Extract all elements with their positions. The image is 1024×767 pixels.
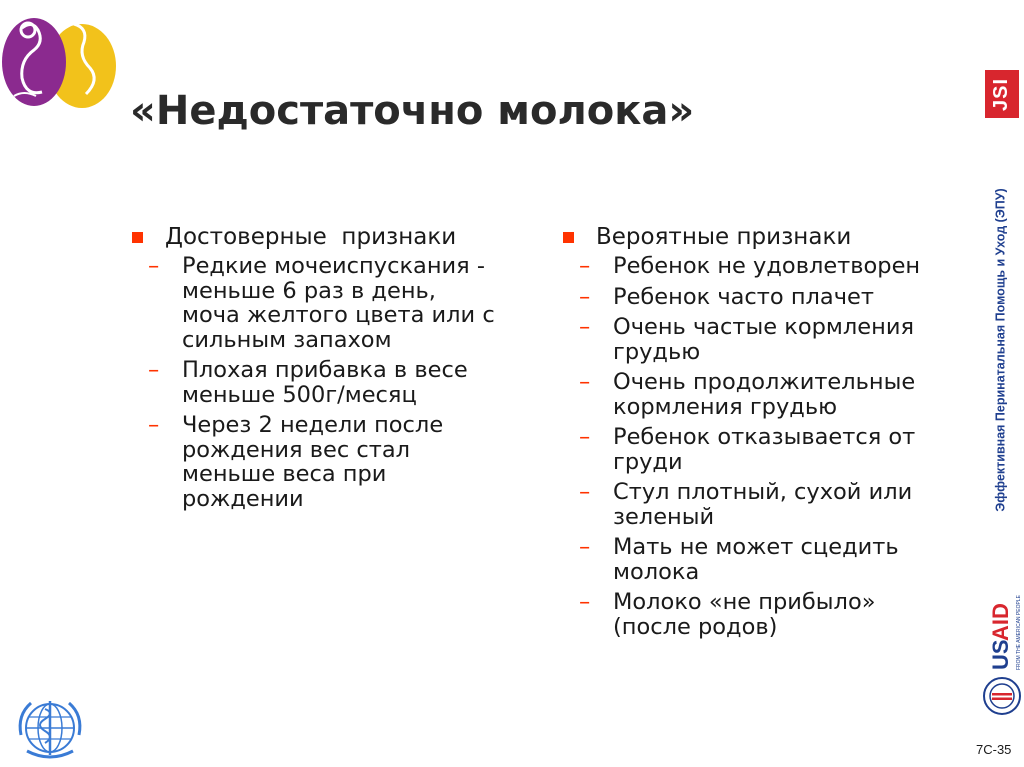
list-line: (после родов): [613, 613, 778, 640]
sidebar-vertical-text: [990, 165, 1012, 535]
list-line: Ребенок отказывается от: [613, 424, 916, 450]
jsi-logo: [985, 70, 1019, 118]
dash-bullet: –: [148, 253, 160, 279]
right-heading-row: [563, 222, 973, 252]
list-item: [132, 358, 532, 407]
list-item: [132, 413, 532, 511]
list-item: [563, 254, 973, 279]
list-line: меньше веса при: [182, 461, 387, 487]
dash-bullet: –: [579, 424, 591, 450]
dash-bullet: –: [148, 357, 160, 383]
list-line: Молоко «не прибыло»: [613, 589, 876, 615]
list-line: сильным запахом: [182, 326, 392, 353]
list-item: [563, 535, 973, 584]
dash-bullet: –: [579, 314, 591, 340]
square-bullet-icon: [132, 232, 143, 243]
list-item: [563, 285, 973, 310]
list-line: меньше 500г/месяц: [182, 381, 417, 408]
list-line: меньше 6 раз в день,: [182, 277, 436, 304]
mother-child-logo-icon: [0, 8, 120, 108]
square-bullet-icon: [563, 232, 574, 243]
dash-bullet: –: [579, 369, 591, 395]
svg-text:AID: AID: [988, 603, 1013, 641]
list-line: Через 2 недели после: [182, 412, 444, 438]
list-line: рождения вес стал: [182, 436, 411, 463]
list-line: рождении: [182, 485, 304, 512]
list-item: [563, 315, 973, 364]
dash-bullet: –: [148, 412, 160, 438]
list-item: [563, 480, 973, 529]
list-line: Редкие мочеиспускания -: [182, 253, 485, 279]
list-line: Ребенок не удовлетворен: [613, 253, 921, 279]
right-column: [563, 222, 973, 645]
usaid-tagline: FROM THE AMERICAN PEOPLE: [1016, 595, 1022, 670]
left-sub-list: [132, 254, 532, 511]
list-item: [132, 254, 532, 352]
usaid-seal-icon: [982, 676, 1022, 716]
list-line: Мать не может сцедить: [613, 534, 899, 560]
left-heading: Достоверные признаки: [165, 224, 457, 250]
list-line: груди: [613, 448, 683, 475]
right-sub-list: [563, 254, 973, 639]
dash-bullet: –: [579, 283, 591, 310]
list-line: Очень частые кормления: [613, 314, 914, 340]
dash-bullet: –: [579, 589, 591, 615]
dash-bullet: –: [579, 479, 591, 505]
slide-number: 7C-35: [976, 742, 1012, 757]
list-item: [563, 590, 973, 639]
list-line: Ребенок часто плачет: [613, 283, 874, 310]
dash-bullet: –: [579, 534, 591, 560]
svg-text:US: US: [988, 639, 1013, 670]
list-item: [563, 425, 973, 474]
list-line: моча желтого цвета или с: [182, 302, 495, 328]
list-line: кормления грудью: [613, 393, 838, 420]
who-emblem-icon: [15, 695, 85, 761]
right-heading: Вероятные признаки: [596, 224, 852, 250]
dash-bullet: –: [579, 253, 591, 279]
usaid-logo: [984, 578, 1024, 674]
jsi-logo-text: JSI: [990, 77, 1013, 111]
list-line: Очень продолжительные: [613, 369, 916, 395]
list-line: молока: [613, 558, 700, 585]
list-line: зеленый: [613, 503, 715, 530]
list-line: грудью: [613, 338, 701, 365]
list-item: [563, 370, 973, 419]
program-name: Эффективная Перинатальная Помощь и Уход (ЭПУ): [994, 188, 1009, 512]
slide-title: «Недостаточно молока»: [130, 88, 695, 134]
left-heading-row: [132, 222, 532, 252]
list-line: Плохая прибавка в весе: [182, 357, 468, 383]
left-column: [132, 222, 532, 517]
list-line: Стул плотный, сухой или: [613, 479, 913, 505]
